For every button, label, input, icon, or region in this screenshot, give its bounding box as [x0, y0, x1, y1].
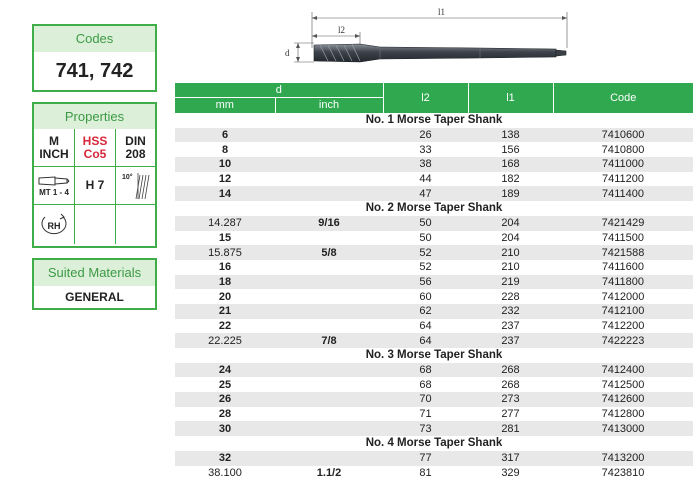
codes-panel	[32, 24, 157, 92]
cell-mm: 24	[175, 363, 275, 378]
cell-l1: 210	[468, 245, 553, 260]
cell-l1: 273	[468, 392, 553, 407]
header-inch: inch	[275, 98, 383, 114]
section-title: No. 2 Morse Taper Shank	[175, 201, 693, 216]
table-row	[175, 421, 693, 436]
materials-value: GENERAL	[65, 290, 124, 304]
cell-inch	[275, 392, 383, 407]
header-l2: l2	[383, 83, 468, 113]
l2-label: l2	[338, 25, 346, 35]
section-title: No. 3 Morse Taper Shank	[175, 348, 693, 363]
l1-label: l1	[438, 7, 446, 17]
table-row	[175, 275, 693, 290]
shank-label: MT 1 - 4	[39, 188, 69, 197]
cell-inch	[275, 407, 383, 422]
cell-inch	[275, 142, 383, 157]
cell-l2: 50	[419, 231, 432, 244]
cell-l1: 156	[501, 143, 520, 156]
cell-inch	[275, 451, 383, 466]
cell-inch	[275, 421, 383, 436]
cell-l1: 268	[468, 363, 553, 378]
cell-mm: 16	[218, 261, 232, 274]
cell-mm: 22.225	[175, 333, 275, 348]
cell-l2: 50	[383, 216, 468, 231]
cell-l2: 26	[383, 128, 468, 143]
cell-code: 7422223	[553, 333, 693, 348]
table-row	[175, 245, 693, 260]
d-label: d	[285, 48, 290, 58]
properties-grid	[34, 129, 155, 244]
cell-l1: 204	[468, 216, 553, 231]
header-d: d	[175, 83, 383, 98]
cell-code: 7412100	[553, 304, 693, 319]
spec-table	[175, 83, 693, 480]
cell-code: 7412600	[553, 392, 693, 407]
shank-cell	[34, 167, 75, 205]
cell-inch: 5/8	[275, 245, 383, 260]
table-row	[175, 289, 693, 304]
cell-l1: 317	[468, 451, 553, 466]
section-row	[175, 113, 693, 128]
empty-cell-2	[116, 205, 155, 244]
table-row	[175, 451, 693, 466]
material-cell	[75, 129, 116, 167]
cell-inch	[275, 377, 383, 392]
table-row	[175, 231, 693, 246]
cell-code: 7413200	[553, 451, 693, 466]
cell-code: 7411500	[601, 231, 644, 244]
cell-l1: 168	[468, 157, 553, 172]
cell-l1: 232	[468, 304, 553, 319]
cell-code: 7412500	[601, 378, 645, 391]
cell-mm: 12	[218, 173, 232, 186]
cell-code: 7411400	[553, 186, 693, 201]
cell-code: 7411800	[553, 275, 693, 290]
table-row	[175, 363, 693, 378]
cell-mm: 26	[175, 392, 275, 407]
cell-l2: 70	[383, 392, 468, 407]
cell-l2: 38	[383, 157, 468, 172]
cell-mm: 25	[218, 378, 232, 391]
morse-shank-icon	[37, 174, 71, 188]
table-row	[175, 128, 693, 143]
cell-mm: 18	[175, 275, 275, 290]
cell-mm: 14	[175, 186, 275, 201]
header-row-1	[175, 83, 693, 98]
cell-inch: 1.1/2	[316, 466, 342, 479]
properties-panel	[32, 102, 157, 248]
cell-mm: 22	[218, 319, 232, 332]
cell-code: 7412400	[553, 363, 693, 378]
cell-inch: 9/16	[275, 216, 383, 231]
header-mm: mm	[175, 98, 275, 114]
table-row	[175, 260, 693, 275]
cell-l1: 210	[501, 261, 520, 274]
cell-l1: 277	[501, 408, 520, 421]
cell-l2: 56	[383, 275, 468, 290]
cell-l1: 237	[501, 319, 520, 332]
material-bottom: Co5	[83, 146, 107, 161]
table-row	[175, 392, 693, 407]
cell-mm: 15.875	[175, 245, 275, 260]
direction-cell	[34, 205, 75, 244]
cell-code: 7410600	[553, 128, 693, 143]
cell-mm: 10	[175, 157, 275, 172]
cell-code: 7423810	[601, 466, 645, 479]
tolerance-cell	[75, 167, 116, 205]
cell-l1: 237	[468, 333, 553, 348]
cell-l2: 52	[419, 261, 432, 274]
cell-l2: 44	[419, 173, 432, 186]
cell-mm: 38.100	[208, 466, 242, 479]
table-row	[175, 304, 693, 319]
units-top: M	[49, 133, 59, 148]
cell-code: 7412200	[601, 319, 645, 332]
standard-cell	[116, 129, 155, 167]
cell-l2: 81	[419, 466, 432, 479]
cell-l1: 228	[501, 290, 520, 303]
cell-code: 7411600	[601, 261, 644, 274]
cell-inch	[275, 186, 383, 201]
cell-mm: 21	[175, 304, 275, 319]
section-row	[175, 201, 693, 216]
cell-l2: 68	[419, 378, 432, 391]
angle-label: 10°	[121, 173, 133, 181]
cell-inch	[275, 289, 383, 304]
cell-mm: 15	[218, 231, 232, 244]
cell-inch	[275, 363, 383, 378]
cell-code: 7411200	[601, 173, 644, 186]
cell-mm: 30	[175, 421, 275, 436]
cell-code: 7421429	[553, 216, 693, 231]
table-row	[175, 466, 693, 481]
cell-code: 7410800	[601, 143, 645, 156]
helix-angle-icon	[120, 171, 152, 201]
cell-mm: 20	[218, 290, 232, 303]
header-code: Code	[553, 83, 693, 113]
cell-inch	[275, 260, 383, 275]
cell-mm: 6	[175, 128, 275, 143]
cell-mm: 28	[218, 408, 232, 421]
cell-mm: 14.287	[175, 216, 275, 231]
tolerance-value: H 7	[85, 178, 105, 192]
cell-l2: 68	[383, 363, 468, 378]
table-row	[175, 333, 693, 348]
units-cell	[34, 129, 75, 167]
table-row	[175, 142, 693, 157]
table-row	[175, 172, 693, 187]
table-row	[175, 319, 693, 334]
units-bottom: INCH	[39, 146, 69, 161]
section-row	[175, 348, 693, 363]
angle-cell	[116, 167, 155, 205]
cell-l1: 204	[501, 231, 520, 244]
cell-l1: 138	[468, 128, 553, 143]
cell-l2: 33	[419, 143, 432, 156]
cell-l2: 60	[419, 290, 432, 303]
cell-code: 7421588	[553, 245, 693, 260]
cell-mm: 32	[175, 451, 275, 466]
standard-top: DIN	[125, 133, 146, 148]
codes-title: Codes	[34, 26, 155, 52]
table-row	[175, 407, 693, 422]
cell-mm: 8	[221, 143, 229, 156]
cell-l2: 64	[419, 319, 432, 332]
cell-l2: 52	[383, 245, 468, 260]
cell-inch	[275, 172, 383, 187]
section-row	[175, 436, 693, 451]
material-top: HSS	[82, 133, 108, 148]
cell-l2: 47	[383, 186, 468, 201]
table-row	[175, 216, 693, 231]
cell-l1: 329	[501, 466, 520, 479]
empty-cell-1	[75, 205, 116, 244]
section-title: No. 1 Morse Taper Shank	[175, 113, 693, 128]
cell-code: 7411000	[553, 157, 693, 172]
header-l1: l1	[468, 83, 553, 113]
cell-inch	[275, 157, 383, 172]
standard-bottom: 208	[125, 146, 146, 161]
cell-l2: 64	[383, 333, 468, 348]
cell-inch: 7/8	[275, 333, 383, 348]
cell-l2: 73	[383, 421, 468, 436]
cell-code: 7413000	[553, 421, 693, 436]
cell-l2: 62	[383, 304, 468, 319]
materials-panel	[32, 258, 157, 310]
cell-inch	[275, 304, 383, 319]
cell-l1: 268	[501, 378, 520, 391]
cell-inch	[275, 231, 383, 246]
codes-value: 741, 742	[55, 60, 134, 82]
cell-inch	[275, 128, 383, 143]
spec-table-body	[175, 113, 693, 480]
cell-l1: 189	[468, 186, 553, 201]
cell-l1: 182	[501, 173, 520, 186]
direction-label: RH	[47, 220, 61, 231]
cell-inch	[275, 275, 383, 290]
cell-inch	[275, 319, 383, 334]
reamer-drawing	[280, 4, 580, 80]
cell-l1: 281	[468, 421, 553, 436]
section-title: No. 4 Morse Taper Shank	[175, 436, 693, 451]
table-row	[175, 377, 693, 392]
table-row	[175, 186, 693, 201]
cell-l1: 219	[468, 275, 553, 290]
cell-code: 7412800	[601, 408, 645, 421]
table-row	[175, 157, 693, 172]
materials-title: Suited Materials	[34, 260, 155, 286]
cell-l2: 71	[419, 408, 432, 421]
cell-code: 7412000	[601, 290, 645, 303]
rotation-rh-icon	[37, 212, 71, 238]
cell-l2: 77	[383, 451, 468, 466]
properties-title: Properties	[34, 104, 155, 129]
